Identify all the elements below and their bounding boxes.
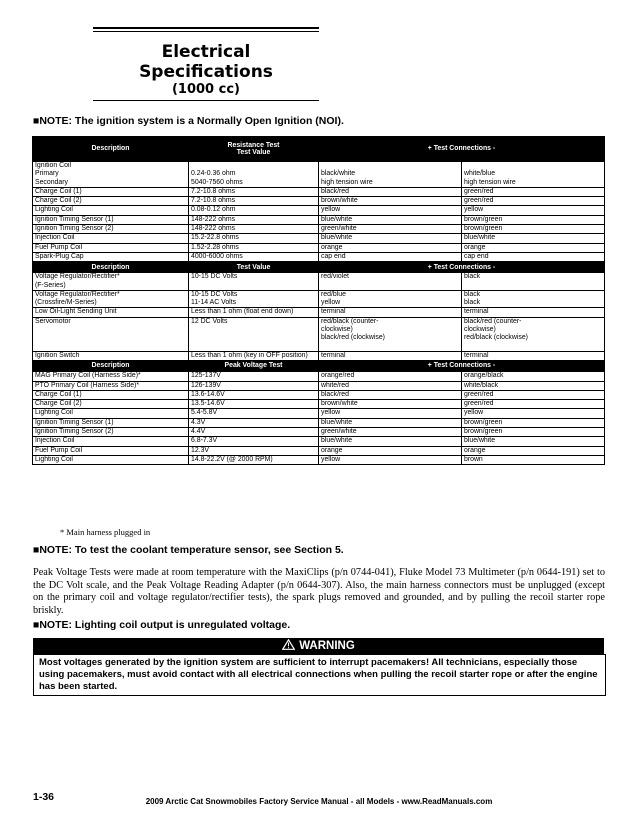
cell-line: black/red (counter- [464, 317, 522, 325]
section-test-value [33, 262, 605, 361]
cell-line: clockwise) [464, 326, 496, 334]
table-row [33, 234, 605, 243]
cell-line: high tension wire [464, 178, 516, 186]
cell-line: blue/white [464, 234, 496, 242]
peak-voltage-paragraph: Peak Voltage Tests were made at room temperature with the MaxiClips (p/n 0744-041), Fluke Model 73 Multimeter (p/n 0644-191) set to the DC Volt scale, and the Peak Voltage Reading Adapter (p/n 0644-307). Also, the main harness connectors must be unplugged (except on the primary coil and voltage regulator/rectifier tests), the spark plugs removed and grounded, and by pulling the recoil starter rope briskly. [33, 567, 605, 616]
cell-line: Ignition Switch [35, 351, 80, 359]
cell-pos [319, 215, 462, 224]
cell-line [35, 343, 186, 351]
cell-line: cap end [464, 252, 489, 260]
cell-line: Voltage Regulator/Rectifier* [35, 290, 120, 298]
cell-line: 0.24-0.36 ohm [191, 170, 236, 178]
table-row [33, 215, 605, 224]
warning-triangle-icon [282, 639, 295, 650]
cell-line: 7.2-10.8 ohms [191, 187, 236, 195]
cell-line: green/white [321, 428, 357, 436]
note-coolant-sensor: ■NOTE: To test the coolant temperature sensor, see Section 5. [33, 544, 344, 556]
cell-neg [462, 197, 605, 206]
cell-desc [33, 290, 189, 308]
cell-pos [319, 409, 462, 418]
cell-value [189, 234, 319, 243]
table-row [33, 290, 605, 308]
cell-line: Secondary [35, 178, 68, 186]
table-row [33, 273, 605, 291]
cell-pos [319, 418, 462, 427]
title-line-1: Electrical [161, 42, 251, 62]
cell-line: yellow [464, 409, 484, 417]
table-row [33, 418, 605, 427]
cell-value [189, 162, 319, 188]
cell-line: cap end [321, 252, 346, 260]
cell-line: brown/green [464, 428, 503, 436]
cell-neg [462, 317, 605, 351]
cell-line: 125-137V [191, 372, 221, 380]
cell-line: orange [464, 243, 486, 251]
cell-line: green/red [464, 390, 494, 398]
section-resistance-test [33, 137, 605, 262]
cell-line: 7.2-10.8 ohms [191, 197, 236, 205]
table-row [33, 162, 605, 188]
cell-neg [462, 308, 605, 317]
cell-line: high tension wire [321, 178, 373, 186]
cell-line: brown/green [464, 225, 503, 233]
cell-line: Charge Coil (1) [35, 187, 82, 195]
cell-neg [462, 162, 605, 188]
cell-desc [33, 400, 189, 409]
cell-line: white/blue [464, 170, 496, 178]
cell-line: 14.8-22.2V (@ 2000 RPM) [191, 455, 273, 463]
cell-value [189, 372, 319, 381]
table-row [33, 317, 605, 351]
cell-pos [319, 317, 462, 351]
cell-line: Fuel Pump Coil [35, 446, 83, 454]
cell-value [189, 215, 319, 224]
cell-pos [319, 400, 462, 409]
cell-line: Charge Coil (2) [35, 197, 82, 205]
cell-line: 10-15 DC Volts [191, 273, 238, 281]
cell-desc [33, 446, 189, 455]
cell-line: 5040-7560 ohms [191, 178, 243, 186]
cell-desc [33, 225, 189, 234]
table-row [33, 372, 605, 381]
cell-line: 4000-6000 ohms [191, 252, 243, 260]
page-footer: 2009 Arctic Cat Snowmobiles Factory Service Manual - all Models - www.ReadManuals.com [145, 797, 493, 806]
cell-line: green/red [464, 197, 494, 205]
table-row [33, 390, 605, 399]
cell-line: yellow [321, 409, 341, 417]
table-row [33, 381, 605, 390]
cell-line [35, 326, 186, 334]
cell-desc [33, 273, 189, 291]
header-test-connections: + Test Connections - [319, 137, 605, 162]
cell-line: 11-14 AC Volts [191, 299, 237, 307]
cell-line: brown/green [464, 418, 503, 426]
cell-line: orange/black [464, 372, 504, 380]
cell-pos [319, 234, 462, 243]
cell-desc [33, 206, 189, 215]
cell-line: Fuel Pump Coil [35, 243, 83, 251]
warning-header [33, 638, 604, 654]
table-footnote: * Main harness plugged in [60, 527, 151, 537]
cell-line: black [464, 273, 481, 281]
cell-desc [33, 409, 189, 418]
cell-line: Charge Coil (2) [35, 400, 82, 408]
cell-value [189, 225, 319, 234]
cell-line: Ignition Timing Sensor (1) [35, 418, 114, 426]
cell-line: Servomotor [35, 317, 71, 325]
cell-line: clockwise) [321, 326, 353, 334]
cell-line: white/black [464, 381, 499, 389]
cell-pos [319, 372, 462, 381]
cell-line: yellow [321, 299, 341, 307]
cell-line: 5.4-5.8V [191, 409, 218, 417]
cell-line: yellow [321, 206, 341, 214]
cell-neg [462, 400, 605, 409]
cell-line: 10-15 DC Volts [191, 290, 238, 298]
table-row [33, 400, 605, 409]
cell-line: 1.52-2.28 ohms [191, 243, 239, 251]
cell-desc [33, 162, 189, 188]
cell-line: 13.5-14.6V [191, 400, 225, 408]
cell-value [189, 351, 319, 360]
table-row [33, 446, 605, 455]
cell-pos [319, 273, 462, 291]
table-row [33, 197, 605, 206]
cell-line: Ignition Timing Sensor (1) [35, 215, 114, 223]
table-row [33, 187, 605, 196]
cell-value [189, 455, 319, 464]
cell-desc [33, 252, 189, 261]
cell-line: black/red [321, 187, 349, 195]
cell-desc [33, 381, 189, 390]
cell-desc [33, 215, 189, 224]
cell-line: brown/white [321, 197, 358, 205]
cell-desc [33, 187, 189, 196]
cell-pos [319, 428, 462, 437]
cell-desc [33, 418, 189, 427]
header-description: Description [33, 361, 189, 372]
cell-desc [33, 428, 189, 437]
header-test-connections: + Test Connections - [319, 361, 605, 372]
header-test-connections: + Test Connections - [319, 262, 605, 273]
cell-line: Voltage Regulator/Rectifier* [35, 273, 120, 281]
cell-value [189, 273, 319, 291]
cell-neg [462, 290, 605, 308]
cell-line: 12.3V [191, 446, 210, 454]
cell-desc [33, 197, 189, 206]
cell-desc [33, 372, 189, 381]
section-peak-voltage [33, 361, 605, 465]
warning-title: WARNING [299, 640, 355, 652]
cell-line [35, 334, 186, 342]
cell-line: (F-Series) [35, 281, 66, 289]
cell-neg [462, 455, 605, 464]
cell-line: orange [464, 446, 486, 454]
cell-line: 6.8-7.3V [191, 437, 218, 445]
table-row [33, 206, 605, 215]
cell-line: black [464, 290, 481, 298]
cell-neg [462, 372, 605, 381]
header-resistance-test [189, 137, 319, 162]
cell-line: orange [321, 243, 343, 251]
cell-line: black/red [321, 390, 349, 398]
cell-line: black [464, 299, 481, 307]
warning-body: Most voltages generated by the ignition system are sufficient to interrupt pacemakers! All technicians, especially those using pacemakers, must avoid contact with all electrical connections when pulling the recoil starter rope or after the engine has been started. [33, 654, 606, 696]
cell-value [189, 243, 319, 252]
table-row [33, 437, 605, 446]
table-row [33, 308, 605, 317]
cell-line: Primary [35, 170, 59, 178]
cell-line: orange [321, 446, 343, 454]
title-line-2: Specifications [139, 62, 273, 82]
cell-neg [462, 187, 605, 196]
cell-neg [462, 243, 605, 252]
cell-line: Lighting Coil [35, 455, 73, 463]
cell-line: yellow [321, 455, 341, 463]
cell-line: red/black (clockwise) [464, 334, 528, 342]
cell-line: brown/white [321, 400, 358, 408]
title-top-rule-2 [93, 31, 319, 32]
cell-desc [33, 455, 189, 464]
cell-line: 12 DC Volts [191, 317, 228, 325]
note-lighting-coil: ■NOTE: Lighting coil output is unregulated voltage. [33, 619, 291, 631]
cell-line: 148-222 ohms [191, 215, 236, 223]
cell-line: blue/white [321, 215, 353, 223]
cell-line: white/red [321, 381, 349, 389]
cell-neg [462, 437, 605, 446]
cell-line: Injection Coil [35, 234, 75, 242]
cell-neg [462, 428, 605, 437]
cell-line: blue/white [321, 418, 353, 426]
cell-desc [33, 234, 189, 243]
cell-pos [319, 290, 462, 308]
cell-line: brown [464, 455, 483, 463]
cell-neg [462, 446, 605, 455]
cell-desc [33, 390, 189, 399]
cell-value [189, 197, 319, 206]
table-row [33, 428, 605, 437]
cell-line: Ignition Timing Sensor (2) [35, 225, 114, 233]
cell-neg [462, 351, 605, 360]
table-row [33, 243, 605, 252]
title-subtitle: (1000 cc) [171, 82, 240, 97]
cell-line [191, 162, 316, 170]
cell-value [189, 390, 319, 399]
cell-neg [462, 225, 605, 234]
cell-line: 148-222 ohms [191, 225, 236, 233]
cell-value [189, 317, 319, 351]
cell-line: terminal [321, 308, 346, 316]
cell-line: green/red [464, 187, 494, 195]
cell-line: (Crossfire/M-Series) [35, 299, 97, 307]
cell-pos [319, 308, 462, 317]
cell-desc [33, 437, 189, 446]
cell-line: 4.3V [191, 418, 206, 426]
cell-line: red/black (counter- [321, 317, 379, 325]
cell-line: terminal [321, 351, 346, 359]
table-row [33, 252, 605, 261]
cell-line: Low Oil-Light Sending Unit [35, 308, 117, 316]
cell-line: PTO Primary Coil (Harness Side)* [35, 381, 140, 389]
header-resistance-line2: Test Value [236, 149, 271, 156]
cell-line: Less than 1 ohm (key in OFF position) [191, 351, 308, 359]
cell-neg [462, 252, 605, 261]
header-resistance-line1: Resistance Test [227, 141, 280, 149]
cell-pos [319, 446, 462, 455]
cell-line: green/red [464, 400, 494, 408]
cell-line: red/violet [321, 273, 349, 281]
page-number: 1-36 [33, 791, 55, 803]
cell-line: green/white [321, 225, 357, 233]
cell-neg [462, 390, 605, 399]
cell-line: Less than 1 ohm (float end down) [191, 308, 294, 316]
header-test-value: Test Value [189, 262, 319, 273]
header-description: Description [33, 137, 189, 162]
table-row [33, 351, 605, 360]
cell-line: 15.2-22.8 ohms [191, 234, 239, 242]
cell-line [464, 162, 602, 170]
electrical-spec-table [32, 136, 605, 465]
cell-desc [33, 317, 189, 351]
cell-value [189, 381, 319, 390]
cell-line: 126-139V [191, 381, 221, 389]
page-title [93, 42, 319, 97]
cell-neg [462, 206, 605, 215]
cell-line: Ignition Timing Sensor (2) [35, 428, 114, 436]
cell-value [189, 252, 319, 261]
cell-neg [462, 215, 605, 224]
cell-line: Spark-Plug Cap [35, 252, 84, 260]
cell-line: terminal [464, 351, 489, 359]
cell-value [189, 290, 319, 308]
cell-value [189, 409, 319, 418]
cell-line: 0.08-0.12 ohm [191, 206, 236, 214]
cell-pos [319, 252, 462, 261]
cell-neg [462, 409, 605, 418]
cell-line: MAG Primary Coil (Harness Side)* [35, 372, 141, 380]
table-row [33, 455, 605, 464]
cell-value [189, 206, 319, 215]
cell-line: black/white [321, 170, 356, 178]
note-noi: ■NOTE: The ignition system is a Normally Open Ignition (NOI). [33, 115, 344, 127]
cell-value [189, 418, 319, 427]
cell-desc [33, 243, 189, 252]
cell-value [189, 428, 319, 437]
cell-neg [462, 234, 605, 243]
cell-line: Lighting Coil [35, 409, 73, 417]
table-row [33, 225, 605, 234]
cell-line: Charge Coil (1) [35, 390, 82, 398]
cell-line [321, 162, 459, 170]
cell-pos [319, 197, 462, 206]
cell-line: orange/red [321, 372, 355, 380]
cell-value [189, 187, 319, 196]
cell-pos [319, 381, 462, 390]
cell-line: Lighting Coil [35, 206, 73, 214]
cell-line: blue/white [321, 437, 353, 445]
cell-value [189, 437, 319, 446]
cell-line: blue/white [464, 437, 496, 445]
cell-line: brown/green [464, 215, 503, 223]
cell-line: blue/white [321, 234, 353, 242]
cell-pos [319, 437, 462, 446]
cell-neg [462, 273, 605, 291]
header-peak-voltage: Peak Voltage Test [189, 361, 319, 372]
header-description: Description [33, 262, 189, 273]
cell-line: red/blue [321, 290, 346, 298]
cell-line: terminal [464, 308, 489, 316]
cell-desc [33, 308, 189, 317]
cell-line: yellow [464, 206, 484, 214]
cell-line: black/red (clockwise) [321, 334, 385, 342]
cell-line: 4.4V [191, 428, 206, 436]
title-top-rule [93, 27, 319, 29]
cell-neg [462, 381, 605, 390]
cell-line: 13.6-14.6V [191, 390, 225, 398]
title-bottom-rule [93, 100, 319, 101]
cell-line: Injection Coil [35, 437, 75, 445]
cell-pos [319, 162, 462, 188]
cell-pos [319, 390, 462, 399]
cell-pos [319, 225, 462, 234]
cell-desc [33, 351, 189, 360]
cell-pos [319, 351, 462, 360]
cell-line: Ignition Coil [35, 162, 72, 169]
table-row [33, 409, 605, 418]
cell-value [189, 308, 319, 317]
cell-pos [319, 187, 462, 196]
cell-pos [319, 243, 462, 252]
cell-pos [319, 206, 462, 215]
cell-pos [319, 455, 462, 464]
cell-value [189, 400, 319, 409]
cell-value [189, 446, 319, 455]
cell-neg [462, 418, 605, 427]
